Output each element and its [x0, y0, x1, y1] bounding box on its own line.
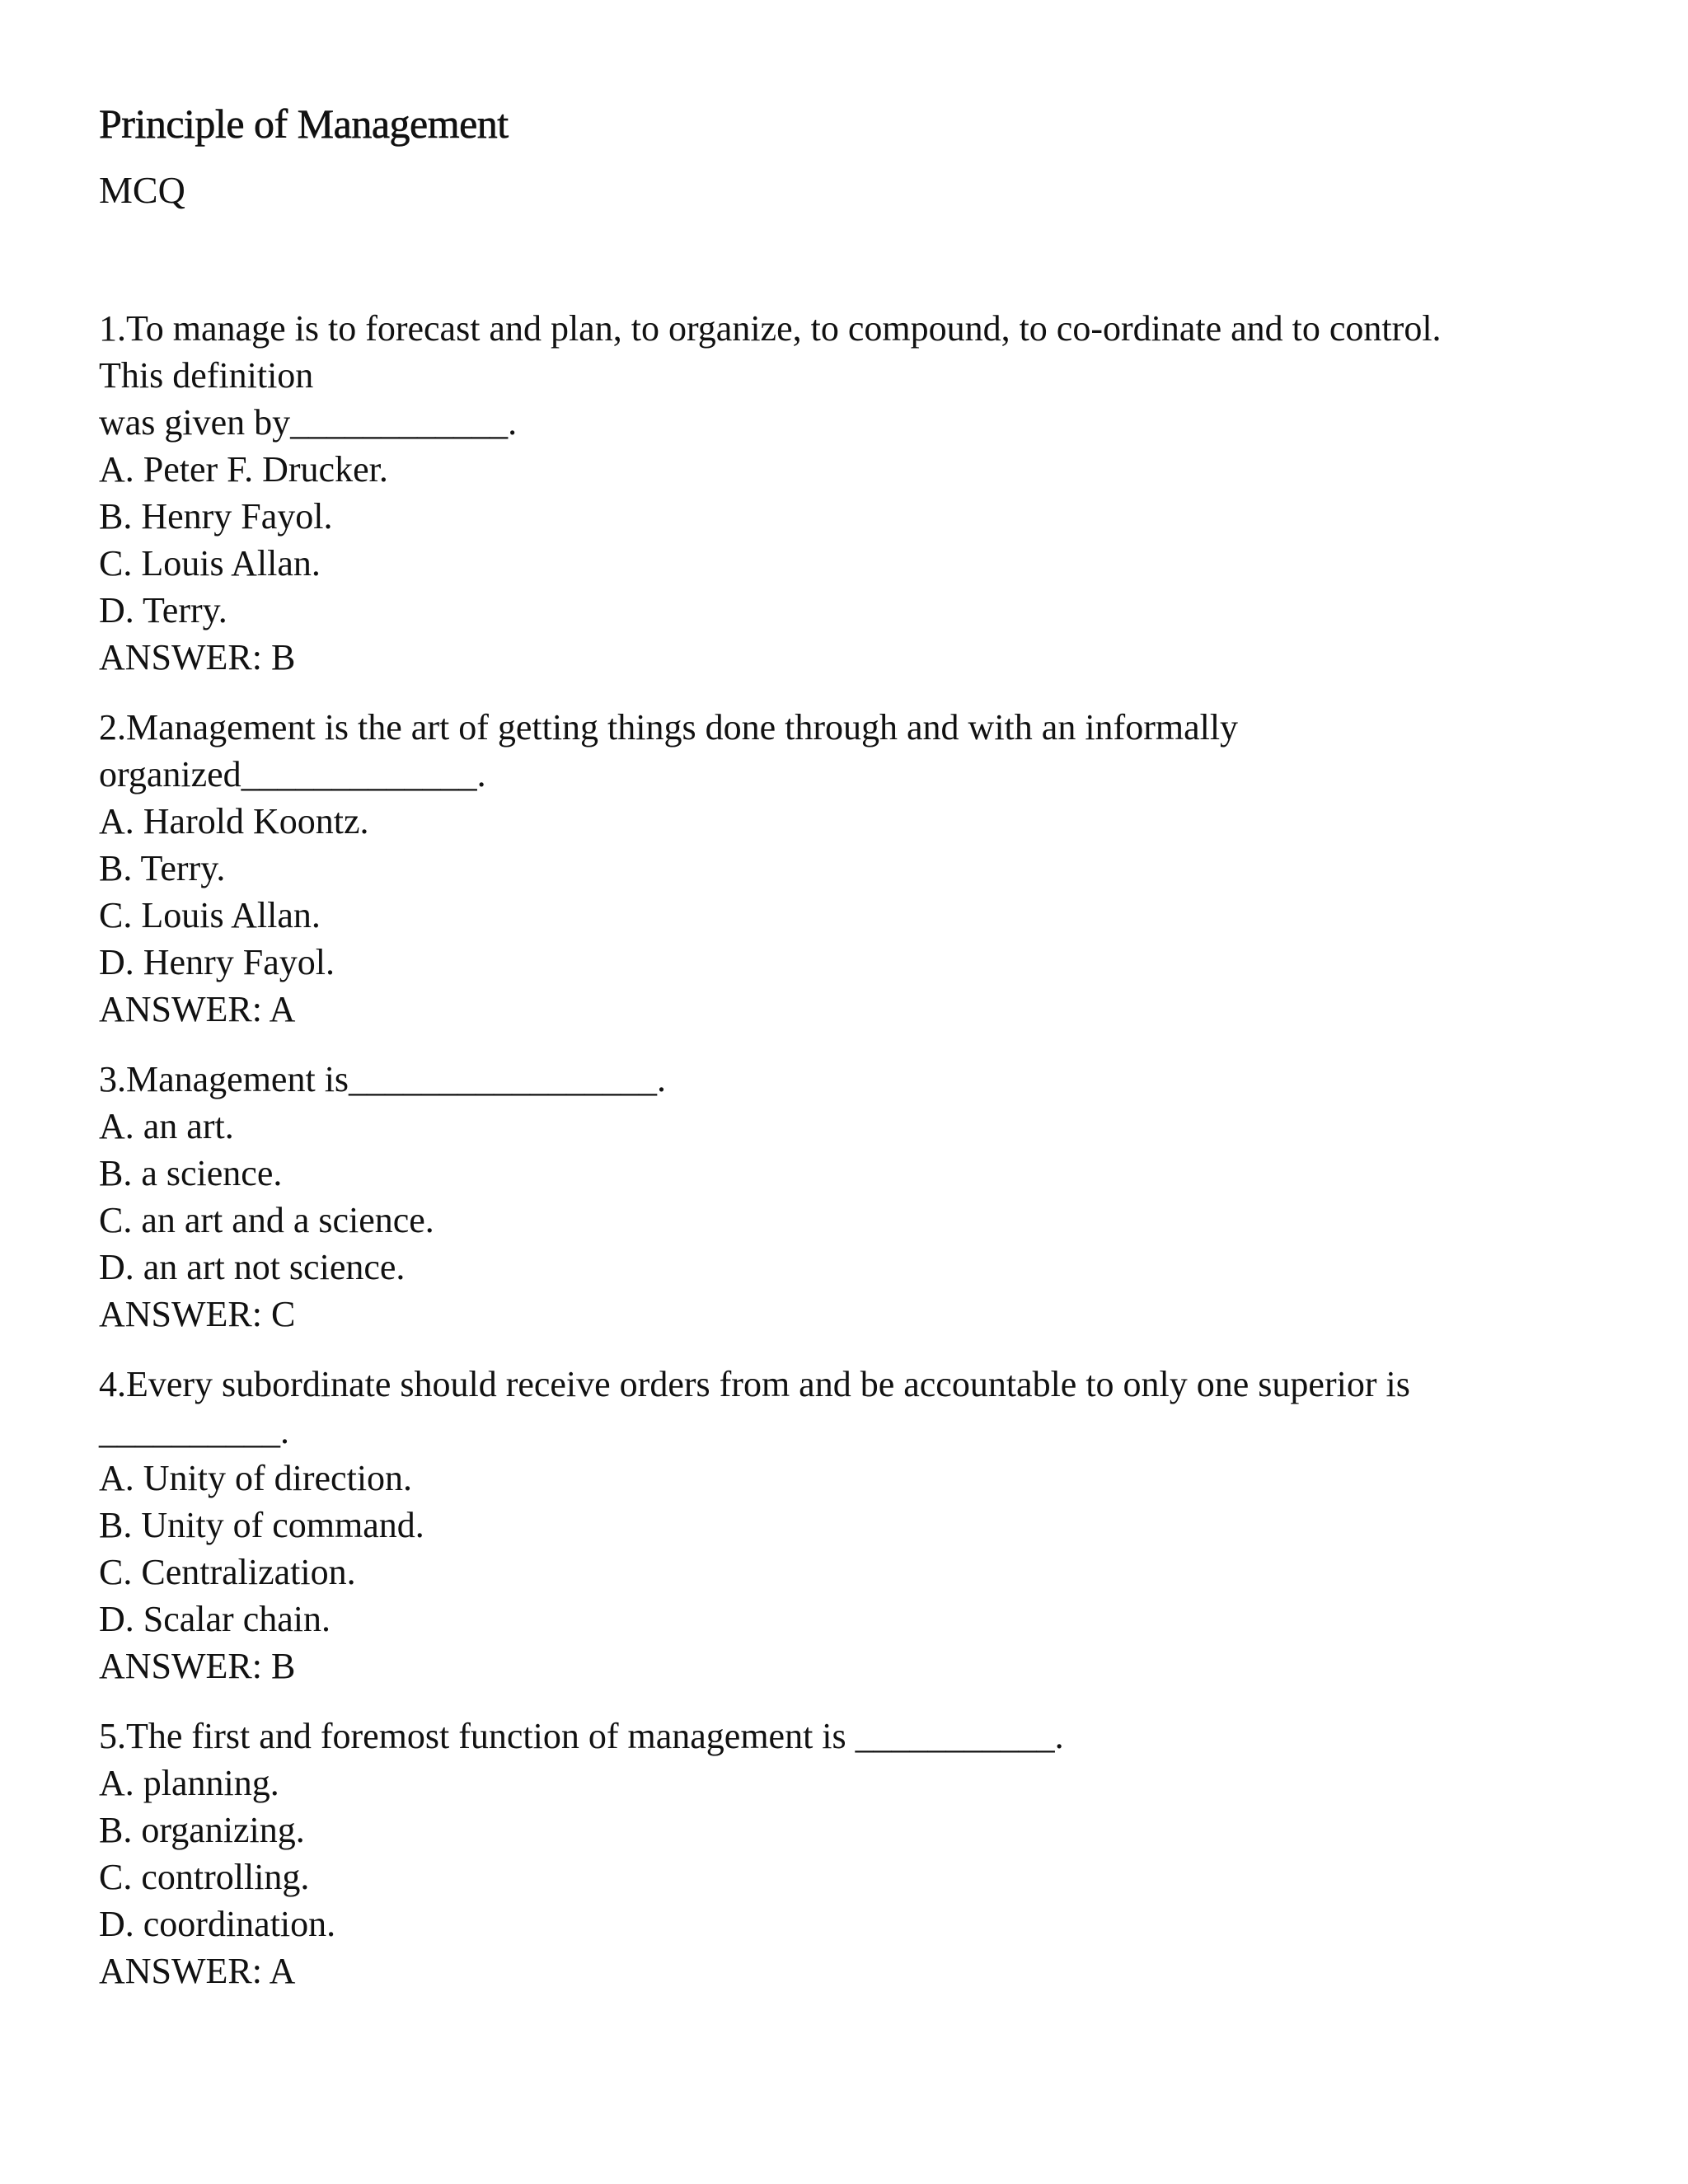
question-1 — [99, 305, 1591, 681]
question-text-line: 1.To manage is to forecast and plan, to organize, to compound, to co-ordinate and to control. — [99, 308, 1442, 349]
answer-line: ANSWER: C — [99, 1294, 296, 1334]
answer-line: ANSWER: A — [99, 1951, 296, 1991]
question-text-line: was given by____________. — [99, 402, 518, 443]
question-text-line: 3.Management is_________________. — [99, 1059, 667, 1099]
option-d: D. an art not science. — [99, 1247, 406, 1287]
option-a: A. planning. — [99, 1763, 279, 1803]
question-text-line: __________. — [99, 1411, 289, 1451]
question-text-line: 5.The first and foremost function of management is ___________. — [99, 1716, 1064, 1756]
option-a: A. Unity of direction. — [99, 1458, 413, 1498]
answer-line: ANSWER: A — [99, 989, 296, 1029]
question-4 — [99, 1361, 1591, 1690]
option-a: A. Harold Koontz. — [99, 801, 369, 841]
question-3 — [99, 1056, 1591, 1338]
option-c: C. Louis Allan. — [99, 895, 321, 935]
option-a: A. an art. — [99, 1106, 234, 1146]
option-c: C. an art and a science. — [99, 1200, 434, 1240]
option-a: A. Peter F. Drucker. — [99, 449, 388, 490]
question-list — [99, 305, 1591, 1994]
question-5 — [99, 1713, 1591, 1994]
option-d: D. Scalar chain. — [99, 1599, 331, 1639]
option-d: D. coordination. — [99, 1904, 336, 1944]
question-text-line: organized_____________. — [99, 754, 486, 794]
answer-line: ANSWER: B — [99, 1646, 296, 1686]
option-b: B. Unity of command. — [99, 1505, 424, 1545]
option-c: C. controlling. — [99, 1857, 310, 1897]
question-text-line: 2.Management is the art of getting things done through and with an informally — [99, 707, 1239, 748]
option-c: C. Centralization. — [99, 1552, 356, 1592]
document-title: Principle of Management — [99, 101, 509, 147]
option-d: D. Henry Fayol. — [99, 942, 335, 982]
document-page — [99, 97, 1591, 2018]
question-2 — [99, 704, 1591, 1033]
option-b: B. Henry Fayol. — [99, 496, 333, 537]
option-b: B. Terry. — [99, 848, 226, 888]
option-b: B. organizing. — [99, 1810, 305, 1850]
answer-line: ANSWER: B — [99, 637, 296, 677]
option-b: B. a science. — [99, 1153, 283, 1193]
option-c: C. Louis Allan. — [99, 543, 321, 583]
document-subtitle: MCQ — [99, 169, 185, 211]
option-d: D. Terry. — [99, 590, 227, 630]
question-text-line: 4.Every subordinate should receive orders from and be accountable to only one superior is — [99, 1364, 1410, 1404]
question-text-line: This definition — [99, 355, 314, 396]
